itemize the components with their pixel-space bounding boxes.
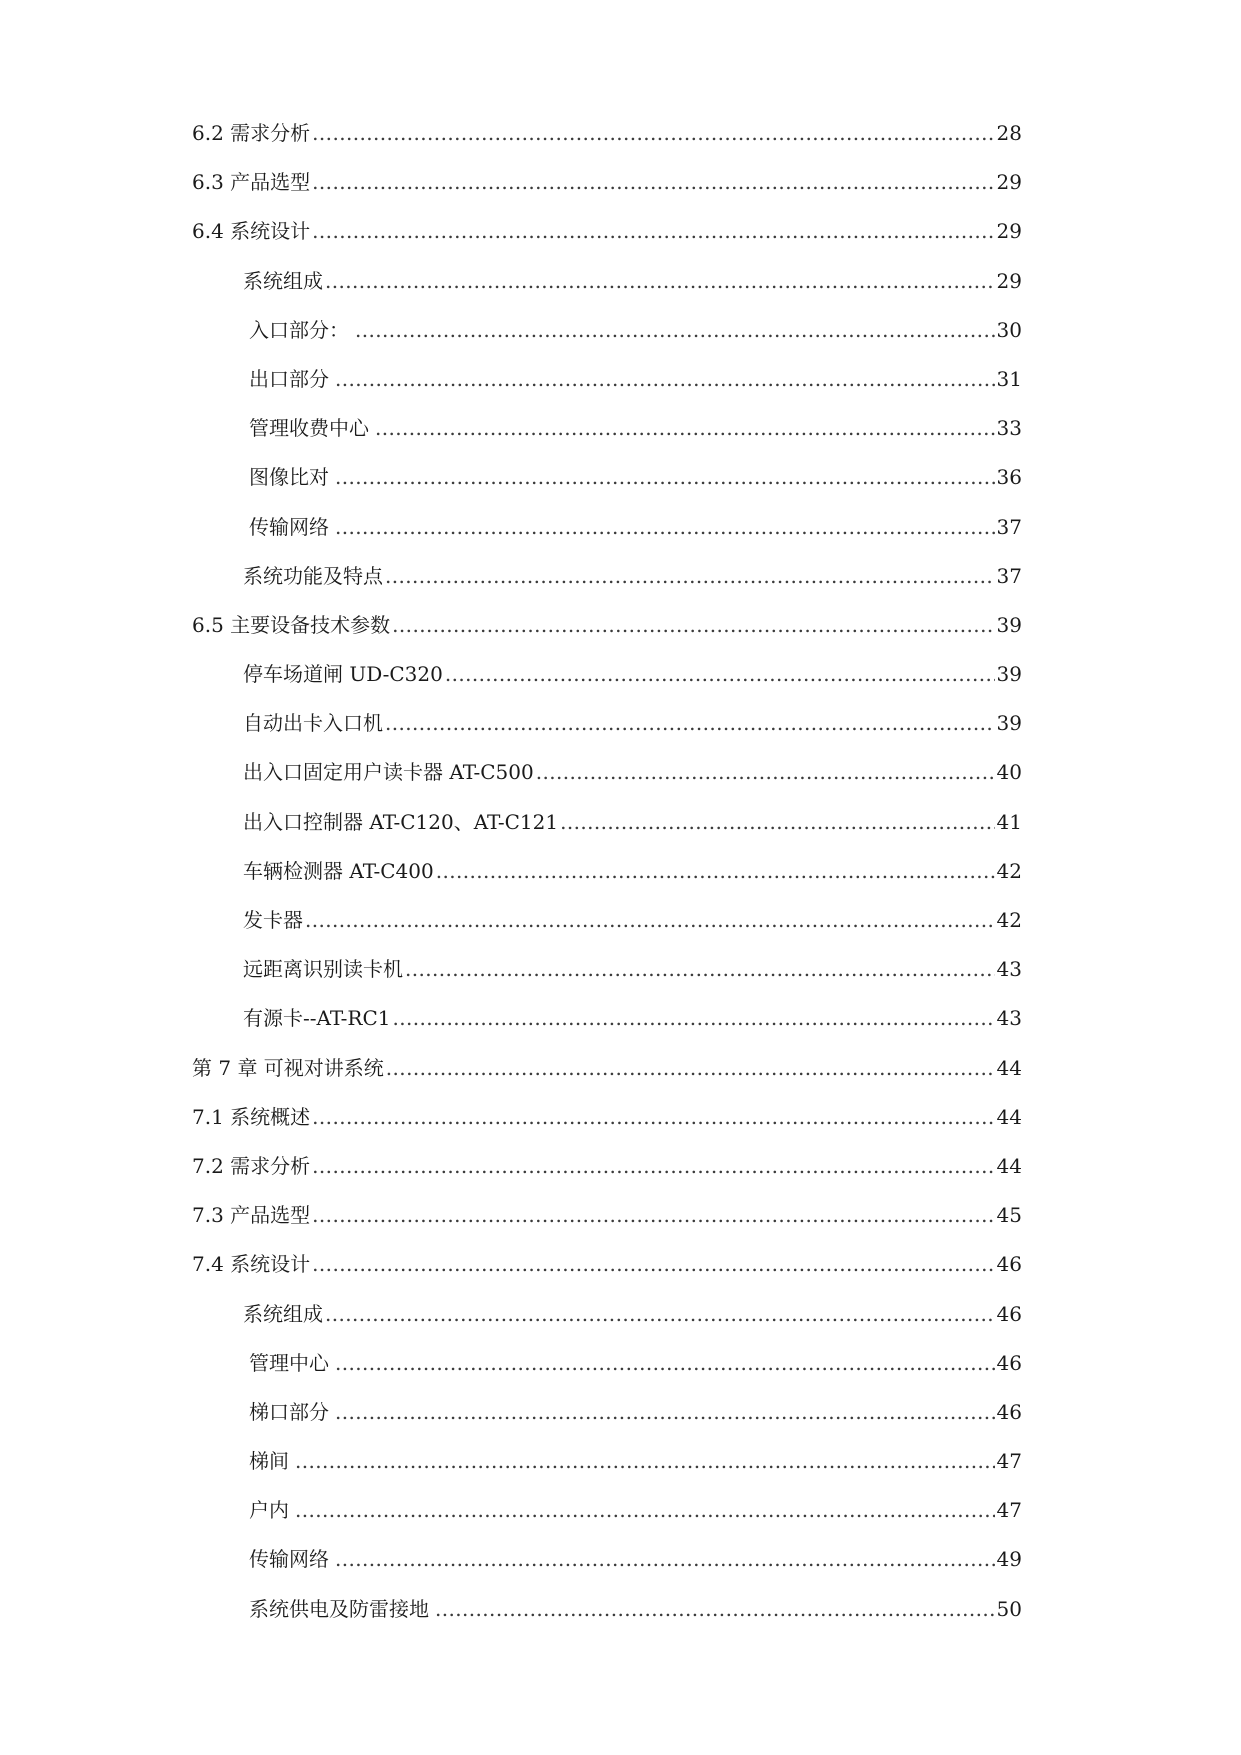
- toc-entry-page: 46: [996, 1301, 1022, 1326]
- toc-entry[interactable]: [192, 561, 1022, 610]
- toc-entry[interactable]: [192, 1249, 1022, 1298]
- toc-entry[interactable]: [192, 1003, 1022, 1052]
- toc-entry-page: 46: [996, 1252, 1022, 1277]
- toc-leader-dots: [335, 1348, 995, 1378]
- toc-leader-dots: [312, 216, 994, 246]
- toc-entry-title: 7.4 系统设计: [192, 1252, 311, 1277]
- toc-entry[interactable]: [192, 954, 1022, 1003]
- toc-entry-title: 系统组成: [243, 268, 323, 293]
- toc-entry-page: 40: [996, 760, 1022, 785]
- toc-leader-dots: [536, 757, 995, 787]
- toc-entry-title: 6.3 产品选型: [192, 170, 311, 195]
- toc-entry[interactable]: [192, 216, 1022, 265]
- toc-entry-page: 47: [996, 1498, 1022, 1523]
- toc-entry[interactable]: [192, 757, 1022, 806]
- toc-entry[interactable]: [192, 807, 1022, 856]
- toc-entry[interactable]: [192, 659, 1022, 708]
- toc-entry[interactable]: [192, 462, 1022, 511]
- toc-entry-page: 46: [996, 1350, 1022, 1375]
- toc-entry-page: 29: [996, 268, 1022, 293]
- toc-entry-title: 6.2 需求分析: [192, 121, 311, 145]
- toc-entry-title: 管理中心: [249, 1350, 329, 1375]
- toc-leader-dots: [325, 1299, 995, 1329]
- toc-entry-title: 管理收费中心: [249, 416, 369, 441]
- toc-leader-dots: [335, 364, 995, 394]
- toc-leader-dots: [435, 1594, 995, 1624]
- toc-entry[interactable]: [192, 512, 1022, 561]
- toc-leader-dots: [325, 266, 995, 296]
- toc-entry-title: 入口部分：: [249, 317, 349, 342]
- toc-entry[interactable]: [192, 1495, 1022, 1544]
- toc-entry-page: 37: [996, 514, 1022, 539]
- toc-entry-title: 车辆检测器 AT-C400: [243, 858, 434, 883]
- toc-entry-title: 远距离识别读卡机: [243, 957, 403, 982]
- toc-leader-dots: [405, 954, 995, 984]
- toc-entry-page: 45: [996, 1203, 1022, 1228]
- toc-leader-dots: [375, 413, 995, 443]
- toc-leader-dots: [312, 167, 994, 197]
- toc-entry-page: 41: [996, 809, 1022, 834]
- toc-leader-dots: [295, 1495, 995, 1525]
- toc-entry-title: 第 7 章 可视对讲系统: [192, 1055, 384, 1080]
- toc-leader-dots: [295, 1446, 995, 1476]
- toc-entry-page: 50: [996, 1596, 1022, 1621]
- toc-entry-page: 39: [996, 662, 1022, 687]
- toc-entry-page: 43: [996, 957, 1022, 982]
- toc-entry[interactable]: [192, 1053, 1022, 1102]
- toc-entry-title: 系统组成: [243, 1301, 323, 1326]
- toc-entry[interactable]: [192, 1397, 1022, 1446]
- toc-entry-page: 36: [996, 465, 1022, 490]
- toc-entry-title: 出入口固定用户读卡器 AT-C500: [243, 760, 534, 785]
- toc-entry-page: 44: [996, 1153, 1022, 1178]
- toc-entry-page: 43: [996, 1006, 1022, 1031]
- toc-entry-page: 44: [996, 1104, 1022, 1129]
- toc-entry-title: 6.4 系统设计: [192, 219, 311, 244]
- toc-entry[interactable]: [192, 1151, 1022, 1200]
- toc-entry-page: 47: [996, 1449, 1022, 1474]
- toc-entry-page: 30: [996, 317, 1022, 342]
- toc-entry[interactable]: [192, 315, 1022, 364]
- toc-entry-page: 37: [996, 563, 1022, 588]
- toc-entry-page: 39: [996, 612, 1022, 637]
- toc-entry-page: 44: [996, 1055, 1022, 1080]
- toc-leader-dots: [312, 1151, 994, 1181]
- toc-entry[interactable]: [192, 1200, 1022, 1249]
- toc-leader-dots: [312, 1200, 994, 1230]
- toc-entry-page: 42: [996, 858, 1022, 883]
- toc-leader-dots: [305, 905, 995, 935]
- toc-leader-dots: [335, 1397, 995, 1427]
- toc-entry-page: 31: [996, 366, 1022, 391]
- toc-entry-title: 自动出卡入口机: [243, 711, 383, 736]
- toc-entry-title: 系统功能及特点: [243, 563, 383, 588]
- toc-entry-title: 梯间: [249, 1449, 289, 1474]
- toc-entry[interactable]: [192, 1446, 1022, 1495]
- toc-leader-dots: [355, 315, 995, 345]
- toc-entry-title: 出入口控制器 AT-C120、AT-C121: [243, 809, 559, 834]
- toc-entry-title: 7.1 系统概述: [192, 1104, 311, 1129]
- toc-entry-page: 28: [996, 121, 1022, 145]
- toc-entry-title: 户内: [249, 1498, 289, 1523]
- toc-entry-page: 46: [996, 1399, 1022, 1424]
- toc-entry[interactable]: [192, 708, 1022, 757]
- toc-entry[interactable]: [192, 364, 1022, 413]
- toc-entry-title: 传输网络: [249, 514, 329, 539]
- toc-entry[interactable]: [192, 118, 1022, 167]
- toc-entry[interactable]: [192, 266, 1022, 315]
- toc-entry-page: 39: [996, 711, 1022, 736]
- toc-entry[interactable]: [192, 1594, 1022, 1643]
- toc-leader-dots: [445, 659, 995, 689]
- toc-entry[interactable]: [192, 610, 1022, 659]
- toc-leader-dots: [386, 1053, 995, 1083]
- toc-entry-title: 梯口部分: [249, 1399, 329, 1424]
- toc-entry-title: 7.2 需求分析: [192, 1153, 311, 1178]
- toc-entry[interactable]: [192, 1102, 1022, 1151]
- toc-leader-dots: [312, 1249, 994, 1279]
- toc-leader-dots: [335, 512, 995, 542]
- toc-entry-title: 系统供电及防雷接地: [249, 1596, 429, 1621]
- toc-entry-page: 29: [996, 170, 1022, 195]
- toc-leader-dots: [335, 462, 995, 492]
- toc-entry-page: 33: [996, 416, 1022, 441]
- toc-leader-dots: [392, 610, 994, 640]
- toc-entry-title: 6.5 主要设备技术参数: [192, 612, 391, 637]
- toc-entry[interactable]: [192, 1299, 1022, 1348]
- toc-leader-dots: [436, 856, 995, 886]
- toc-entry-title: 图像比对: [249, 465, 329, 490]
- toc-entry-title: 传输网络: [249, 1547, 329, 1572]
- toc-entry-title: 7.3 产品选型: [192, 1203, 311, 1228]
- toc-entry[interactable]: [192, 905, 1022, 954]
- toc-entry-page: 42: [996, 908, 1022, 932]
- toc-entry[interactable]: [192, 413, 1022, 462]
- toc-entry[interactable]: [192, 1348, 1022, 1397]
- toc-leader-dots: [385, 708, 995, 738]
- toc-entry[interactable]: [192, 856, 1022, 905]
- toc-leader-dots: [392, 1003, 994, 1033]
- toc-entry-title: 出口部分: [249, 366, 329, 391]
- toc-entry[interactable]: [192, 167, 1022, 216]
- toc-entry-page: 29: [996, 219, 1022, 244]
- toc-leader-dots: [312, 1102, 994, 1132]
- toc-entry-title: 有源卡--AT-RC1: [243, 1006, 391, 1031]
- toc-entry-title: 发卡器: [243, 908, 303, 932]
- toc-leader-dots: [385, 561, 995, 591]
- toc-entry-page: 49: [996, 1547, 1022, 1572]
- table-of-contents: [192, 118, 1022, 1643]
- toc-entry-title: 停车场道闸 UD-C320: [243, 662, 443, 687]
- toc-leader-dots: [312, 118, 994, 148]
- toc-entry[interactable]: [192, 1544, 1022, 1593]
- toc-leader-dots: [335, 1544, 995, 1574]
- toc-leader-dots: [560, 807, 994, 837]
